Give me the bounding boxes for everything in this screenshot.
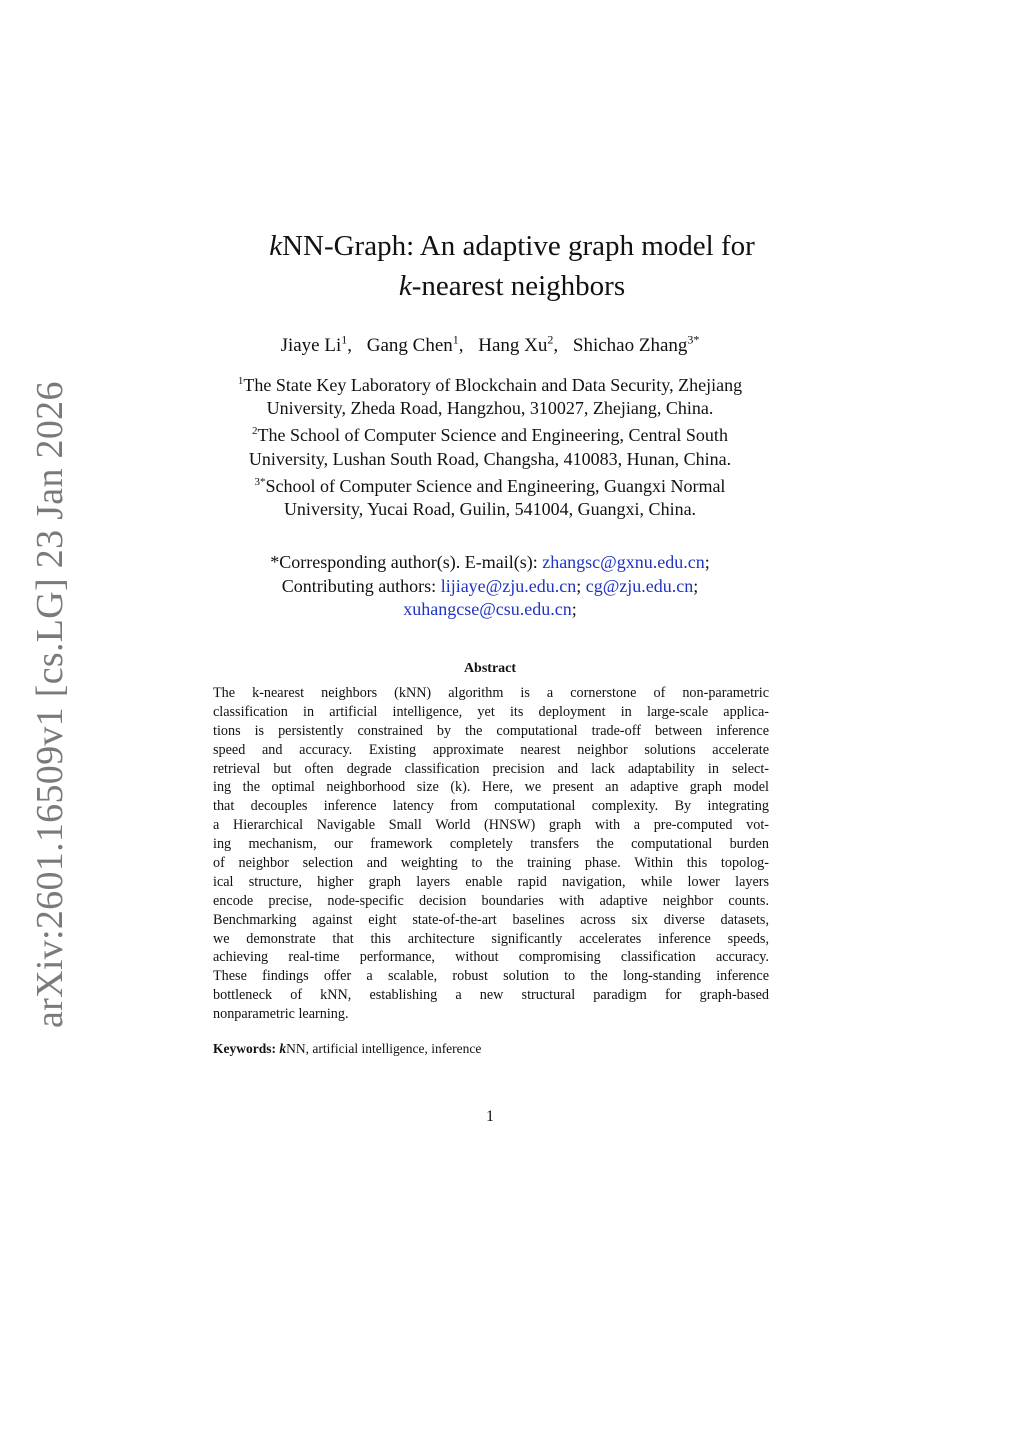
corresponding-author-line: *Corresponding author(s). E-mail(s): zhangsc@gxnu.edu.cn; (270, 552, 710, 572)
keywords-k: k (279, 1041, 287, 1056)
arxiv-stamp: arXiv:2601.16509v1 [cs.LG] 23 Jan 2026 (29, 381, 71, 1028)
affiliation-2-line-2: University, Lushan South Road, Changsha, 410083, Hunan, China. (248, 448, 732, 469)
abstract-line: ing mechanism, our framework completely transfers the computational burden (213, 836, 769, 853)
contributing-authors-line-2: xuhangcse@csu.edu.cn; (403, 599, 577, 619)
abstract-line: a Hierarchical Navigable Small World (HNSW) graph with a pre-computed vot- (213, 817, 769, 834)
abstract-line: of neighbor selection and weighting to the training phase. Within this topolog- (213, 855, 769, 872)
keywords (213, 1041, 769, 1057)
contrib-email-link-1[interactable]: lijiaye@zju.edu.cn (440, 575, 577, 596)
abstract-line: that decouples inference latency from computational complexity. By integrating (213, 798, 769, 815)
abstract-line: These findings offer a scalable, robust solution to the long-standing inference (213, 968, 769, 985)
keywords-label: Keywords: (213, 1041, 276, 1056)
abstract-body (213, 684, 769, 1024)
affiliations (0, 370, 980, 521)
author: Hang Xu$^2$, (478, 333, 559, 357)
author: Gang Chen$^1$, (366, 333, 464, 357)
affiliation-3-line-1: $^{3*}$School of Computer Science and Engineering, Guangxi Normal (254, 475, 726, 496)
author: Shichao Zhang$^{3*}$ (572, 333, 700, 357)
abstract-line: The k-nearest neighbors (kNN) algorithm is a cornerstone of non-parametric (213, 685, 769, 701)
abstract-line: retrieval but often degrade classification precision and lack adaptability in select- (213, 760, 769, 777)
author: Jiaye Li$^1$, (280, 333, 352, 357)
abstract-line: we demonstrate that this architecture significantly accelerates inference speeds, (213, 930, 769, 947)
affiliation-2-line-1: $^2$The School of Computer Science and Engineering, Central South (252, 425, 728, 446)
contributing-authors-line: Contributing authors: lijiaye@zju.edu.cn; cg@zju.edu.cn; (281, 575, 699, 596)
paper-title (0, 226, 1024, 306)
abstract-line: encode precise, node-specific decision boundaries with adaptive neighbor counts. (213, 892, 769, 909)
title-k-italic: k (269, 230, 283, 262)
title-line-1-text: NN-Graph: An adaptive graph model for (282, 230, 755, 262)
abstract-line: bottleneck of kNN, establishing a new structural paradigm for graph-based (213, 987, 769, 1004)
affiliation-1-line-1: $^1$The State Key Laboratory of Blockchain and Data Security, Zhejiang (237, 375, 743, 395)
corresponding-email-link[interactable]: zhangsc@gxnu.edu.cn (542, 552, 705, 572)
affiliation-3-line-2: University, Yucai Road, Guilin, 541004, Guangxi, China. (283, 499, 697, 520)
title-line-1 (0, 226, 1024, 266)
abstract-line: Benchmarking against eight state-of-the-art baselines across six diverse datasets, (213, 911, 769, 928)
keywords-text: NN, artificial intelligence, inference (286, 1041, 482, 1056)
abstract-line: ing the optimal neighborhood size (k). Here, we present an adaptive graph model (213, 779, 769, 796)
page-number: 1 (486, 1108, 494, 1125)
title-k-italic-2: k (398, 270, 412, 302)
author-list (0, 333, 980, 357)
affiliation-1-line-2: University, Zheda Road, Hangzhou, 310027, Zhejiang, China. (266, 398, 714, 419)
abstract-line: ical structure, higher graph layers enable rapid navigation, while lower layers (213, 873, 769, 890)
abstract-line: achieving real-time performance, without compromising classification accuracy. (213, 949, 769, 966)
abstract-line: classification in artificial intelligence, yet its deployment in large-scale applica- (213, 703, 769, 720)
contrib-email-link-3[interactable]: xuhangcse@csu.edu.cn (403, 599, 572, 619)
abstract-heading: Abstract (463, 661, 517, 676)
abstract-line: speed and accuracy. Existing approximate nearest neighbor solutions accelerate (213, 741, 769, 758)
abstract-line: tions is persistently constrained by the computational trade-off between inference (213, 722, 769, 739)
title-line-2-text: -nearest neighbors (411, 270, 626, 302)
abstract-line: nonparametric learning. (213, 1006, 349, 1023)
title-line-2 (0, 266, 1024, 306)
contrib-email-link-2[interactable]: cg@zju.edu.cn (585, 575, 694, 596)
contact-info (0, 551, 980, 622)
